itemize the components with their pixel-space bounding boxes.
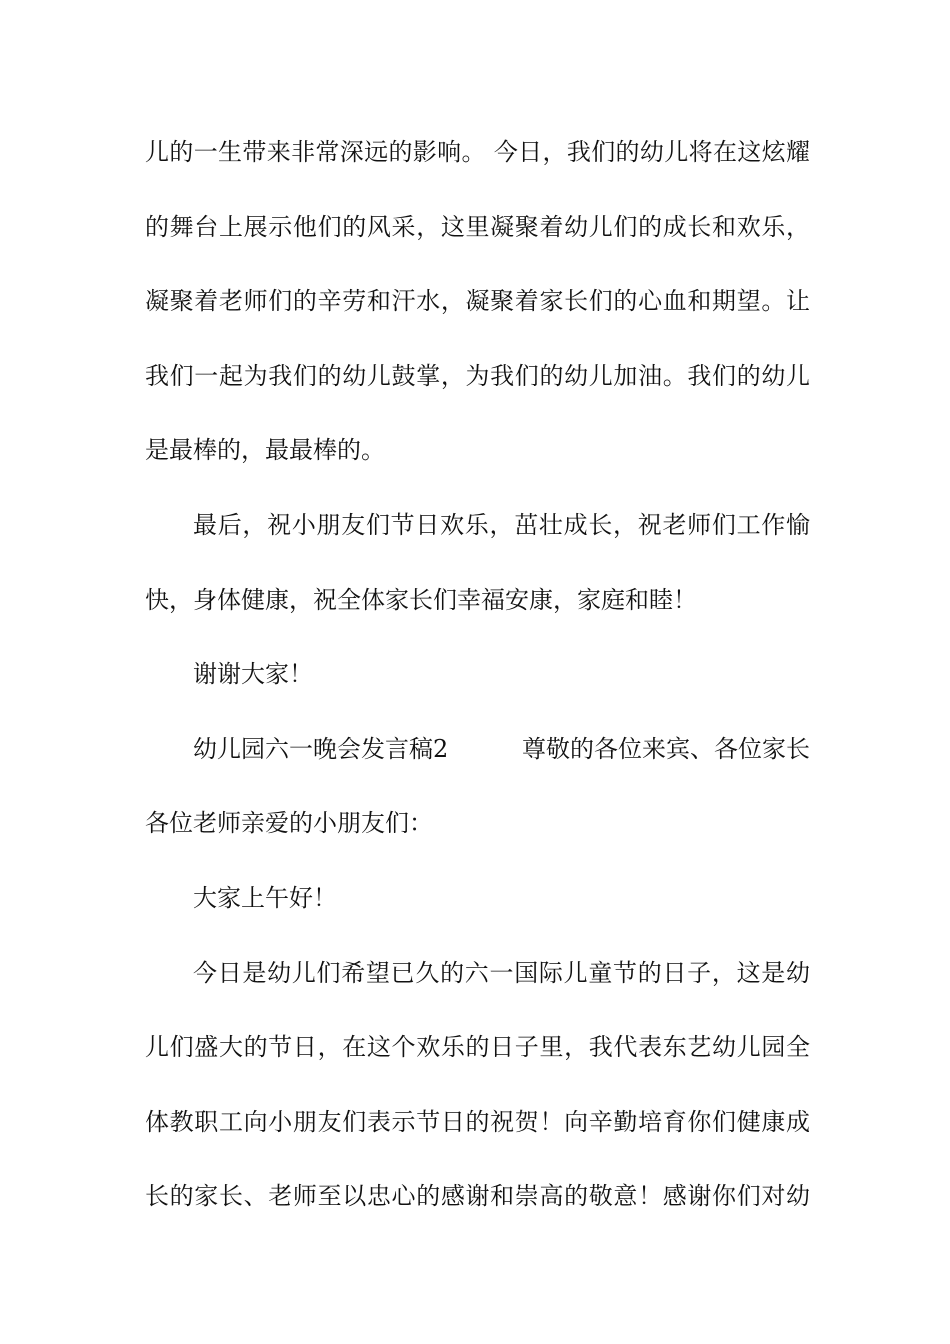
salutation-start: 尊敬的各位来宾、各位家长	[522, 735, 810, 763]
text-line-4: 我们一起为我们的幼儿鼓掌，为我们的幼儿加油。我们的幼儿	[145, 362, 810, 390]
text-line-5: 是最棒的，最最棒的。	[145, 436, 385, 464]
text-line-14: 儿们盛大的节日，在这个欢乐的日子里，我代表东艺幼儿园全	[145, 1033, 810, 1061]
salutation-end: 各位老师亲爱的小朋友们：	[145, 809, 433, 837]
text-line-2: 的舞台上展示他们的风采，这里凝聚着幼儿们的成长和欢乐，	[145, 213, 810, 241]
thanks-line: 谢谢大家！	[193, 660, 313, 688]
speech-2-title: 幼儿园六一晚会发言稿2	[193, 735, 449, 763]
text-line-1: 儿的一生带来非常深远的影响。 今日，我们的幼儿将在这炫耀	[145, 138, 810, 166]
text-line-7: 快，身体健康，祝全体家长们幸福安康，家庭和睦！	[145, 586, 697, 614]
paragraph-childrens-day: 今日是幼儿们希望已久的六一国际儿童节的日子，这是幼	[193, 959, 810, 987]
paragraph-closing-wishes: 最后，祝小朋友们节日欢乐，茁壮成长，祝老师们工作愉	[193, 511, 810, 539]
text-line-16: 长的家长、老师至以忠心的感谢和崇高的敬意！感谢你们对幼	[145, 1182, 810, 1210]
text-line-15: 体教职工向小朋友们表示节日的祝贺！向辛勤培育你们健康成	[145, 1108, 810, 1136]
text-line-3: 凝聚着老师们的辛劳和汗水，凝聚着家长们的心血和期望。让	[145, 287, 810, 315]
speech-2-heading-line	[193, 734, 810, 764]
greeting-line: 大家上午好！	[193, 884, 337, 912]
